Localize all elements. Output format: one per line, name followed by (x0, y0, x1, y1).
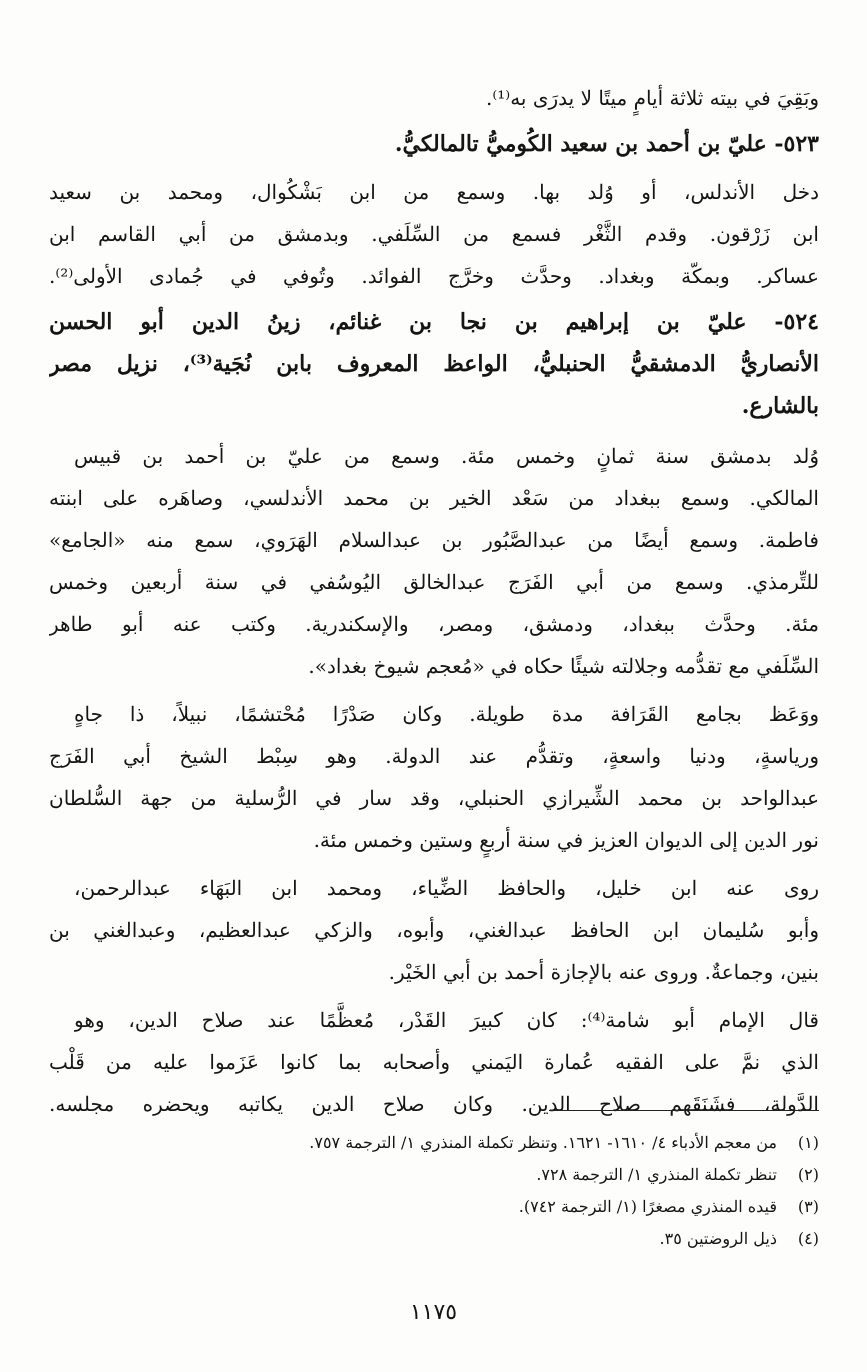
text-line: وبَقِيَ في بيته ثلاثة أيامٍ ميتًا لا يدرَى به⁽¹⁾. (485, 86, 819, 110)
text-line: ابن زَرْقون. وقدم الثَّغْر فسمع من السِّلَفي. وبدمشق من أبي القاسم ابن (49, 222, 819, 246)
footnote-number: (٤) (797, 1229, 819, 1248)
footnote-number: (٢) (797, 1165, 819, 1184)
text-line: ورياسةٍ، ودنيا واسعةٍ، وتقدُّم عند الدولة. وهو سِبْط الشيخ أبي الفَرَج (49, 744, 819, 768)
footnote-number: (٣) (797, 1197, 819, 1216)
text-line: الدَّولة، فشَنَقَهم صلاح الدين. وكان صلاح الدين يكاتبه ويحضره مجلسه. (49, 1092, 819, 1116)
footnote-text: تنظر تكملة المنذري ١/ الترجمة ٧٢٨. (536, 1165, 777, 1184)
text-line: عساكر. وبمكّة وبغداد. وحدَّث وخرَّج الفوائد. وتُوفي في جُمادى الأولى⁽²⁾. (49, 264, 819, 288)
footnote (49, 1160, 819, 1190)
footnote-number: (١) (797, 1133, 819, 1152)
text-line: المالكي. وسمع ببغداد من سَعْد الخير بن محمد الأندلسي، وصاهَره على ابنته (49, 486, 819, 510)
text-line: السِّلَفي مع تقدُّمه وجلالته شيئًا حكاه في «مُعجم شيوخ بغداد». (308, 654, 819, 678)
footnote-text: من معجم الأدباء ٤/ ١٦١٠- ١٦٢١. وتنظر تكملة المنذري ١/ الترجمة ٧٥٧. (309, 1133, 777, 1152)
text-line: بنين، وجماعةٌ. وروى عنه بالإجازة أحمد بن أبي الخَيْر. (388, 960, 819, 984)
footnote (49, 1192, 819, 1222)
text-line: قال الإمام أبو شامة⁽⁴⁾: كان كبيرَ القَدْر، مُعظَّمًا عند صلاح الدين، وهو (74, 1008, 819, 1032)
entry-heading-524: ٥٢٤- عليّ بن إبراهيم بن نجا بن غنائم، زينُ الدين أبو الحسن (49, 309, 819, 335)
text-line: دخل الأندلس، أو وُلد بها. وسمع من ابن بَشْكُوال، ومحمد بن سعيد (49, 180, 819, 204)
text-line: الذي نمَّ على الفقيه عُمارة اليَمني وأصحابه بما كانوا عَزَموا عليه من قَلْب (49, 1050, 819, 1074)
footnote-separator (549, 1110, 819, 1111)
entry-heading-524-line2: الأنصاريُّ الدمشقيُّ الحنبليُّ، الواعظ المعروف بابن نُجَية⁽³⁾، نزيل مصر (49, 351, 819, 377)
footnote (49, 1224, 819, 1254)
text-line: روى عنه ابن خليل، والحافظ الضِّياء، ومحمد ابن البَهَاء عبدالرحمن، (74, 876, 819, 900)
text-line: للتِّرمذي. وسمع من أبي الفَرَج عبدالخالق اليُوسُفي في سنة أربعين وخمس (49, 570, 819, 594)
text-line: وأبو سُليمان ابن الحافظ عبدالغني، وأبوه، والزكي عبدالعظيم، وعبدالغني بن (49, 918, 819, 942)
text-line: نور الدين إلى الديوان العزيز في سنة أربعٍ وستين وخمس مئة. (313, 828, 819, 852)
entry-heading-523: ٥٢٣- عليّ بن أحمد بن سعيد الكُوميُّ تالمالكيُّ. (394, 131, 819, 157)
text-line: فاطمة. وسمع أيضًا من عبدالصَّبُور بن عبدالسلام الهَرَوي، سمع منه «الجامع» (49, 528, 819, 552)
text-line: عبدالواحد بن محمد الشِّيرازي الحنبلي، وقد سار في الرُّسلية من جهة السُّلطان (49, 786, 819, 810)
text-line: مئة. وحدَّث ببغداد، ودمشق، ومصر، والإسكندرية. وكتب عنه أبو طاهر (49, 612, 819, 636)
footnote-text: ذيل الروضتين ٣٥. (659, 1229, 777, 1248)
page-number: ١١٧٥ (409, 1300, 458, 1325)
text-line: وُلد بدمشق سنة ثمانٍ وخمس مئة. وسمع من عليّ بن أحمد بن قبيس (74, 444, 819, 468)
text-line: ووَعَظ بجامع القَرَافة مدة طويلة. وكان صَدْرًا مُحْتشمًا، نبيلاً، ذا جاهٍ (74, 702, 819, 726)
footnote (49, 1128, 819, 1158)
footnote-text: قيده المنذري مصغرًا (١/ الترجمة ٧٤٢). (518, 1197, 777, 1216)
entry-heading-524-line3: بالشارع. (741, 393, 819, 419)
